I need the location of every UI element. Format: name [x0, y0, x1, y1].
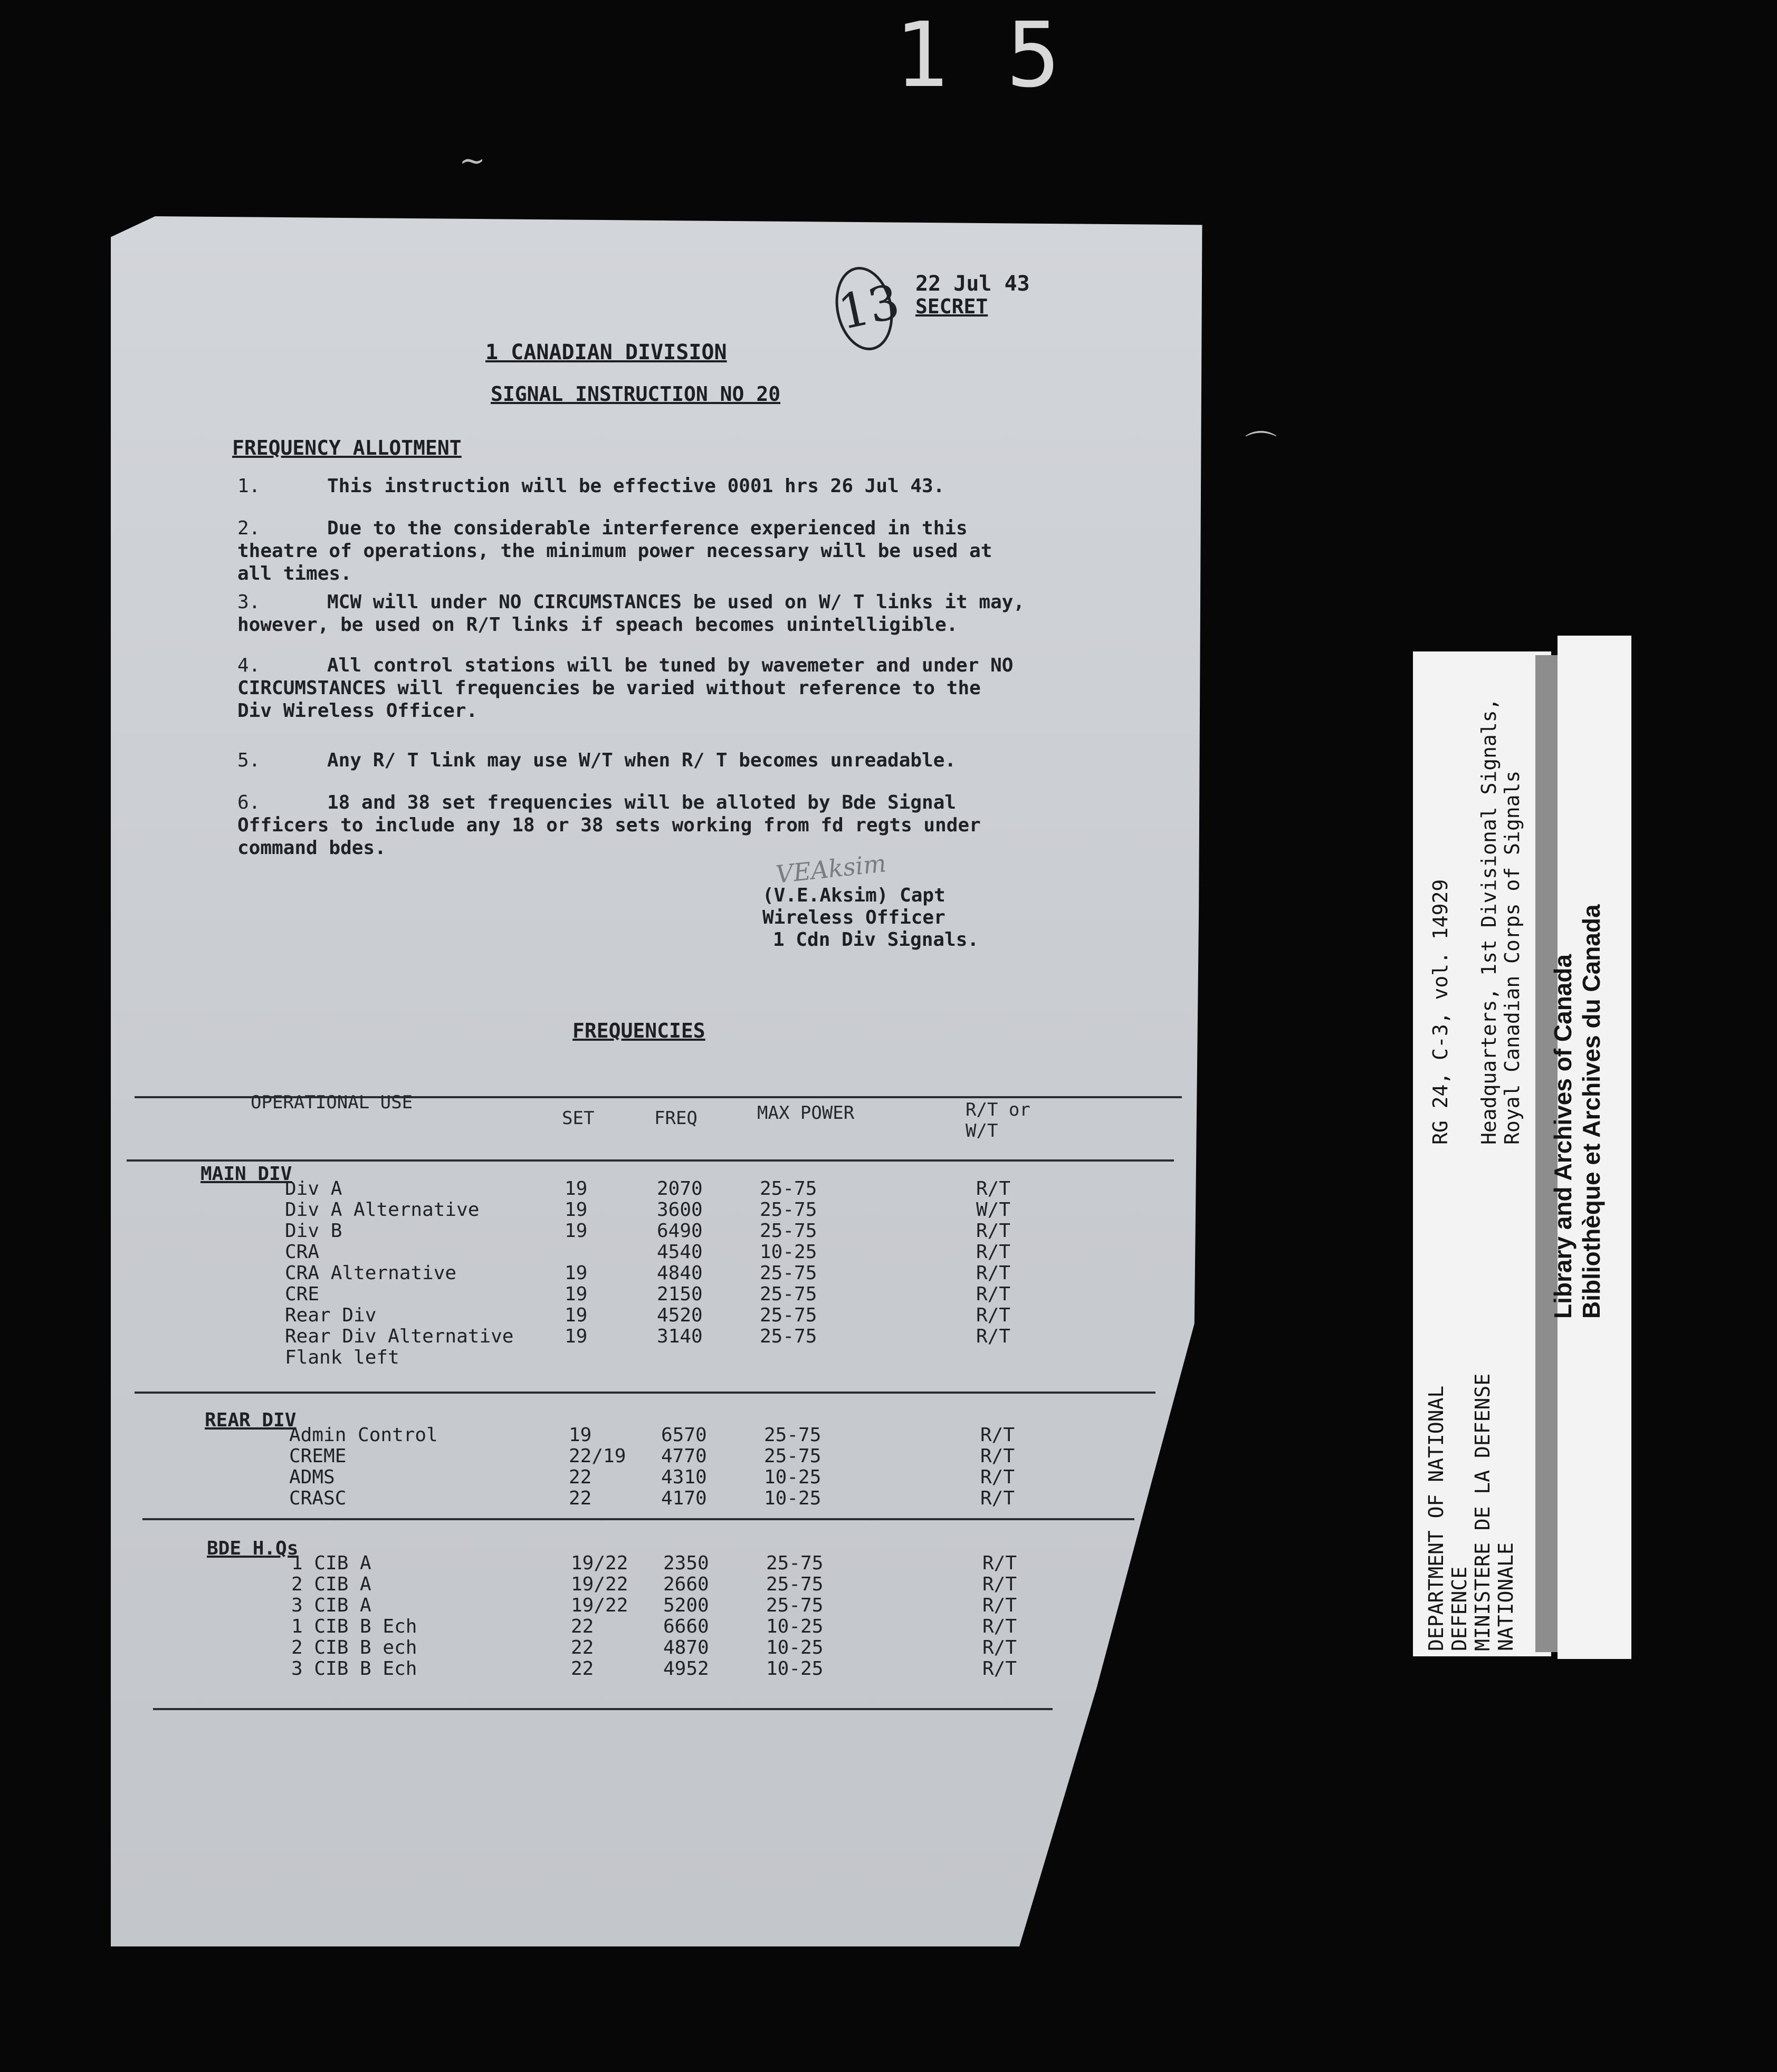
table-cell-power: 10-25	[764, 1466, 821, 1488]
section-heading: FREQUENCY ALLOTMENT	[232, 436, 462, 459]
table-rule	[135, 1392, 1155, 1394]
table-cell-use: 1 CIB B Ech	[291, 1616, 417, 1637]
table-cell-use: CRASC	[289, 1488, 347, 1509]
paragraph-1: 1. This instruction will be effective 0001 hrs 26 Jul 43.	[237, 475, 945, 497]
table-cell-freq: 4840	[657, 1262, 703, 1284]
table-cell-power: 10-25	[760, 1241, 817, 1263]
table-cell-freq: 2350	[663, 1552, 709, 1574]
table-cell-mode: R/T	[976, 1326, 1011, 1347]
table-cell-use: 2 CIB B ech	[291, 1637, 417, 1658]
table-cell-power: 25-75	[760, 1304, 817, 1326]
table-cell-use: Div A Alternative	[285, 1199, 480, 1221]
table-rule	[153, 1708, 1053, 1710]
table-cell-freq: 3140	[657, 1326, 703, 1347]
table-group-heading: BDE H.Qs	[207, 1538, 299, 1559]
table-cell-set: 19/22	[571, 1574, 628, 1595]
table-cell-power: 25-75	[764, 1424, 821, 1446]
table-cell-set: 19	[565, 1304, 588, 1326]
table-cell-use: Rear Div Alternative	[285, 1326, 514, 1347]
table-cell-set: 22/19	[569, 1445, 626, 1467]
column-header-mode: R/T or W/T	[966, 1099, 1030, 1141]
table-cell-mode: R/T	[980, 1445, 1015, 1467]
table-cell-power: 25-75	[760, 1326, 817, 1347]
table-cell-freq: 4520	[657, 1304, 703, 1326]
table-cell-use: Flank left	[285, 1347, 399, 1368]
film-scratch: ⌒	[1245, 429, 1277, 466]
paragraph-3: 3. MCW will under NO CIRCUMSTANCES be used on W/ T links it may, however, be used on R/T links if speach becomes unintelligible.	[237, 591, 1025, 636]
table-cell-power: 25-75	[766, 1595, 824, 1616]
table-cell-use: 2 CIB A	[291, 1574, 371, 1595]
table-cell-use: 1 CIB A	[291, 1552, 371, 1574]
table-cell-use: CRA Alternative	[285, 1262, 457, 1284]
table-cell-mode: W/T	[976, 1199, 1011, 1221]
table-cell-power: 25-75	[760, 1178, 817, 1200]
table-cell-freq: 4310	[661, 1466, 707, 1488]
table-cell-set: 22	[569, 1488, 592, 1509]
table-cell-mode: R/T	[982, 1595, 1017, 1616]
column-header-freq: FREQ	[654, 1108, 698, 1129]
table-cell-use: Div B	[285, 1220, 342, 1242]
table-cell-freq: 5200	[663, 1595, 709, 1616]
table-cell-use: Rear Div	[285, 1304, 377, 1326]
table-cell-freq: 6490	[657, 1220, 703, 1242]
table-cell-power: 10-25	[766, 1637, 824, 1658]
table-cell-set: 19	[569, 1424, 592, 1446]
signature-unit: 1 Cdn Div Signals.	[773, 929, 979, 951]
table-cell-freq: 2150	[657, 1283, 703, 1305]
library-archives-canada-logo: Library and Archives of Canada Bibliothèque et Archives du Canada	[1549, 904, 1605, 1319]
table-cell-set: 22	[569, 1466, 592, 1488]
table-cell-power: 25-75	[760, 1262, 817, 1284]
table-cell-mode: R/T	[976, 1283, 1011, 1305]
table-cell-mode: R/T	[976, 1220, 1011, 1242]
table-cell-mode: R/T	[976, 1262, 1011, 1284]
table-cell-power: 10-25	[766, 1616, 824, 1637]
column-header-use: OPERATIONAL USE	[251, 1092, 413, 1113]
table-cell-mode: R/T	[980, 1488, 1015, 1509]
table-cell-use: 3 CIB A	[291, 1595, 371, 1616]
table-cell-use: CRA	[285, 1241, 320, 1263]
instruction-heading: SIGNAL INSTRUCTION NO 20	[491, 382, 781, 406]
table-cell-power: 10-25	[766, 1658, 824, 1680]
table-cell-freq: 4770	[661, 1445, 707, 1467]
table-cell-freq: 4170	[661, 1488, 707, 1509]
table-cell-use: CREME	[289, 1445, 347, 1467]
label-description: Headquarters, 1st Divisional Signals, Royal Canadian Corps of Signals	[1477, 698, 1524, 1145]
table-cell-mode: R/T	[980, 1424, 1015, 1446]
signature-title: Wireless Officer	[762, 907, 945, 928]
table-cell-freq: 3600	[657, 1199, 703, 1221]
label-department: DEPARTMENT OF NATIONAL DEFENCE MINISTERE DE LA DEFENSE NATIONALE	[1425, 1373, 1517, 1651]
paragraph-4: 4. All control stations will be tuned by wavemeter and under NO CIRCUMSTANCES will frequencies be varied without reference to the Div Wireless Officer.	[237, 655, 1014, 722]
table-cell-mode: R/T	[982, 1637, 1017, 1658]
table-cell-power: 25-75	[760, 1220, 817, 1242]
table-cell-use: CRE	[285, 1283, 320, 1305]
classification-stamp: SECRET	[915, 295, 988, 318]
table-cell-power: 25-75	[766, 1552, 824, 1574]
paragraph-2: 2. Due to the considerable interference experienced in this theatre of operations, the minimum power necessary will be used at all times.	[237, 517, 992, 585]
table-cell-mode: R/T	[982, 1616, 1017, 1637]
label-reference: RG 24, C-3, vol. 14929	[1429, 879, 1452, 1145]
table-cell-set: 19	[565, 1178, 588, 1200]
column-header-power: MAX POWER	[757, 1102, 855, 1124]
table-cell-power: 25-75	[764, 1445, 821, 1467]
table-cell-use: Div A	[285, 1178, 342, 1200]
table-cell-power: 25-75	[760, 1199, 817, 1221]
table-cell-use: Admin Control	[289, 1424, 438, 1446]
table-cell-mode: R/T	[982, 1552, 1017, 1574]
table-cell-mode: R/T	[980, 1466, 1015, 1488]
frame-number: 15	[894, 3, 1119, 108]
film-scratch: ~	[459, 142, 486, 179]
table-cell-power: 25-75	[766, 1574, 824, 1595]
table-cell-set: 19	[565, 1199, 588, 1221]
table-cell-freq: 2070	[657, 1178, 703, 1200]
handwritten-signature: VEAksim	[774, 849, 888, 889]
table-cell-freq: 4540	[657, 1241, 703, 1263]
table-cell-mode: R/T	[976, 1241, 1011, 1263]
table-cell-set: 19	[565, 1262, 588, 1284]
table-cell-set: 19/22	[571, 1552, 628, 1574]
table-cell-freq: 6570	[661, 1424, 707, 1446]
paragraph-6: 6. 18 and 38 set frequencies will be alloted by Bde Signal Officers to include any 18 or 38 sets working from fd regts under command bdes.	[237, 792, 981, 859]
signature-name: (V.E.Aksim) Capt	[762, 885, 945, 906]
unit-heading: 1 CANADIAN DIVISION	[485, 340, 727, 364]
table-cell-freq: 4870	[663, 1637, 709, 1658]
table-cell-set: 19	[565, 1326, 588, 1347]
table-cell-freq: 4952	[663, 1658, 709, 1680]
table-cell-mode: R/T	[982, 1658, 1017, 1680]
table-cell-power: 10-25	[764, 1488, 821, 1509]
column-header-set: SET	[562, 1108, 595, 1129]
paragraph-5: 5. Any R/ T link may use W/T when R/ T becomes unreadable.	[237, 750, 957, 771]
table-cell-power: 25-75	[760, 1283, 817, 1305]
table-cell-set: 22	[571, 1637, 594, 1658]
table-cell-freq: 6660	[663, 1616, 709, 1637]
table-rule-header	[127, 1159, 1174, 1162]
table-cell-set: 19	[565, 1220, 588, 1242]
table-cell-set: 22	[571, 1658, 594, 1680]
table-title: FREQUENCIES	[572, 1019, 705, 1042]
table-cell-use: ADMS	[289, 1466, 335, 1488]
table-rule	[142, 1518, 1134, 1520]
table-cell-set: 19/22	[571, 1595, 628, 1616]
table-cell-mode: R/T	[976, 1178, 1011, 1200]
table-cell-set: 19	[565, 1283, 588, 1305]
table-cell-mode: R/T	[982, 1574, 1017, 1595]
table-group-heading: MAIN DIV	[200, 1163, 292, 1185]
table-cell-use: 3 CIB B Ech	[291, 1658, 417, 1680]
table-cell-set: 22	[571, 1616, 594, 1637]
table-cell-freq: 2660	[663, 1574, 709, 1595]
table-group-heading: REAR DIV	[205, 1409, 297, 1431]
folio-number-circle: 13	[828, 262, 901, 356]
table-cell-mode: R/T	[976, 1304, 1011, 1326]
document-date: 22 Jul 43	[915, 272, 1030, 296]
